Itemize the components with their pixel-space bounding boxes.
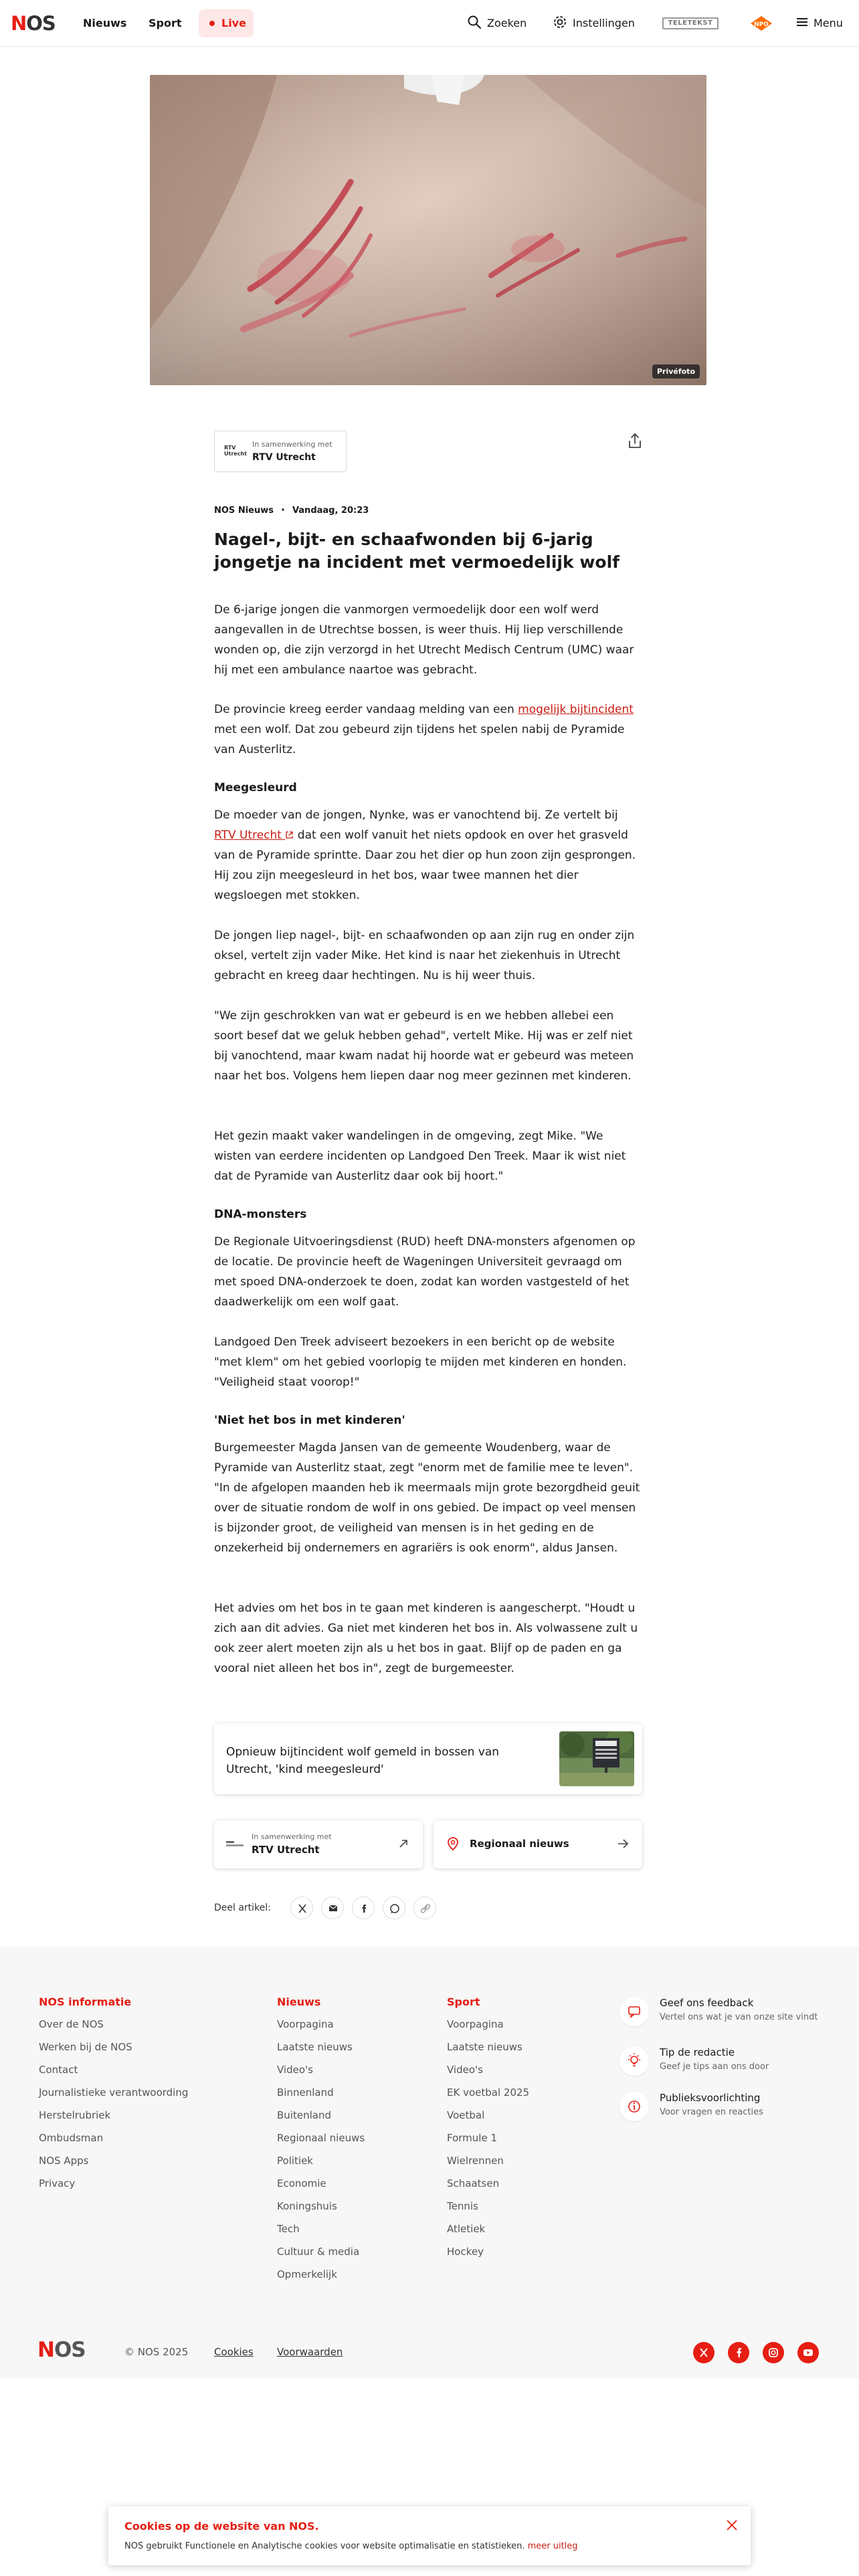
paragraph-3: De moeder van de jongen, Nynke, was er vanochtend bij. Ze vertelt bij RTV Utrecht dat een wolf vanuit het niets opdook en over het grasveld van de Pyramide sprintte. Daar zou het dier op hun zoon zijn gesprongen. Hij zou zijn meegesleurd in het bos, waar twee mannen het dier wegsloegen met stokken. <box>214 809 636 902</box>
paragraph-1: De 6-jarige jongen die vanmorgen vermoedelijk door een wolf werd aangevallen in de Utrechtse bossen, is weer thuis. Hij liep verschillende wonden op, die zijn verzorgd in het Utrecht Medisch Centrum (UMC) waar hij met een ambulance naartoe was gebracht. <box>214 603 634 677</box>
related-article-card[interactable] <box>214 1723 642 1794</box>
footer-link[interactable]: Voetbal <box>447 2109 485 2121</box>
footer-link[interactable]: Formule 1 <box>447 2132 497 2144</box>
arrow-up-right-icon <box>397 1838 409 1850</box>
footer-link[interactable]: Opmerkelijk <box>277 2268 337 2280</box>
rtv-utrecht-logo: RTV Utrecht <box>224 445 247 457</box>
hamburger-icon[interactable] <box>795 15 809 29</box>
cookies-link[interactable]: Cookies <box>214 2346 254 2358</box>
wound-photo <box>150 75 706 385</box>
footer-nos-info-title: NOS informatie <box>39 1996 132 2008</box>
share-facebook-button[interactable] <box>352 1897 375 1919</box>
footer-link[interactable]: Privacy <box>39 2177 76 2189</box>
paragraph-5: "We zijn geschrokken van wat er gebeurd is en we hebben allebei een soort besef dat we geluk hebben gehad", vertelt Mike. Hij was er zelf niet bij vanochtend, maar kwam nadat hij hoorde wat er gebeurd was meteen naar het bos. Volgens hem liepen daar nog meer gezinnen met kinderen. <box>214 1009 634 1083</box>
footer-link[interactable]: Tennis <box>447 2200 478 2212</box>
cookie-banner <box>108 2506 751 2565</box>
article-meta <box>214 506 369 516</box>
live-button[interactable] <box>199 9 254 37</box>
footer-link[interactable]: Voorpagina <box>277 2018 334 2030</box>
feedback-title[interactable]: Geef ons feedback <box>660 1997 754 2009</box>
footer-link[interactable]: Contact <box>39 2064 78 2076</box>
footer-link[interactable]: Voorpagina <box>447 2018 504 2030</box>
paragraph-2: De provincie kreeg eerder vandaag melding van een mogelijk bijtincident met een wolf. Dat zou gebeurd zijn tijdens het spelen nabij de Pyramide van Austerlitz. <box>214 703 634 756</box>
share-link-button[interactable] <box>413 1897 436 1919</box>
regional-news-label: Regionaal nieuws <box>470 1838 569 1850</box>
svg-text:NPO: NPO <box>754 21 769 28</box>
info-icon[interactable] <box>619 2092 649 2121</box>
nos-logo[interactable]: NOS <box>11 12 56 35</box>
partner-name: RTV Utrecht <box>252 452 316 463</box>
partner-card[interactable] <box>214 1820 423 1868</box>
subheading-meegesleurd: Meegesleurd <box>214 781 297 794</box>
paragraph-6: Het gezin maakt vaker wandelingen in de omgeving, zegt Mike. "We wisten van eerdere incidenten op Landgoed Den Treek. Maar ik wist niet dat de Pyramide van Austerlitz daar ook bij hoort." <box>214 1130 626 1183</box>
footer-link[interactable]: Hockey <box>447 2246 484 2258</box>
footer-link[interactable]: EK voetbal 2025 <box>447 2086 530 2099</box>
footer-link[interactable]: Tech <box>277 2223 300 2235</box>
footer-link[interactable]: Video's <box>277 2064 313 2076</box>
menu-button[interactable]: Menu <box>814 17 843 29</box>
footer-sport-title: Sport <box>447 1996 480 2008</box>
footer-bottom-bar <box>0 2321 859 2379</box>
share-x-button[interactable] <box>290 1897 313 1919</box>
footer-link[interactable]: NOS Apps <box>39 2155 89 2167</box>
tip-title[interactable]: Tip de redactie <box>660 2046 735 2058</box>
footer-link[interactable]: Koningshuis <box>277 2200 337 2212</box>
footer-nieuws-title: Nieuws <box>277 1996 321 2008</box>
related-article-title: Opnieuw bijtincident wolf gemeld in bossen van Utrecht, 'kind meegesleurd' <box>226 1745 500 1776</box>
paragraph-9: Burgemeester Magda Jansen van de gemeente Woudenberg, waar de Pyramide van Austerlitz staat, zegt "enorm met de familie mee te leven". "In de afgelopen maanden heb ik meermaals mijn grote bezorgdheid geuit over de situatie rondom de wolf in ons gebied. De impact op veel mensen is bijzonder groot, de veiligheid van mensen is in het geding en de onzekerheid bij ondernemers en agrariërs is ook enorm", aldus Jansen. <box>214 1441 640 1555</box>
cookie-more-link[interactable]: meer uitleg <box>527 2541 578 2551</box>
footer-link[interactable]: Laatste nieuws <box>447 2041 522 2053</box>
link-icon <box>414 1897 437 1920</box>
article-date: Vandaag, 20:23 <box>292 506 369 516</box>
related-article-image <box>559 1731 634 1786</box>
footer-link[interactable]: Laatste nieuws <box>277 2041 353 2053</box>
meta-separator: • <box>280 506 286 516</box>
arrow-right-icon <box>617 1838 629 1850</box>
site-header <box>0 0 859 47</box>
footer-link[interactable]: Atletiek <box>447 2223 486 2235</box>
close-icon[interactable] <box>723 2516 741 2535</box>
nav-sport[interactable]: Sport <box>149 17 182 29</box>
tip-subtitle: Geef je tips aan ons door <box>660 2062 769 2072</box>
feedback-icon[interactable] <box>619 1997 649 2026</box>
footer-link[interactable]: Binnenland <box>277 2086 334 2099</box>
footer-link[interactable]: Herstelrubriek <box>39 2109 111 2121</box>
regional-news-card[interactable] <box>434 1820 642 1868</box>
instagram-social-icon[interactable] <box>763 2342 784 2363</box>
location-pin-icon <box>447 1836 459 1851</box>
footer-link[interactable]: Buitenland <box>277 2109 331 2121</box>
settings-button[interactable]: Instellingen <box>573 17 635 29</box>
share-label: Deel artikel: <box>214 1903 271 1913</box>
cookie-title: Cookies op de website van NOS. <box>124 2520 319 2533</box>
footer-link[interactable]: Werken bij de NOS <box>39 2041 132 2053</box>
live-label: Live <box>221 17 246 29</box>
search-icon[interactable] <box>467 15 482 29</box>
gear-icon[interactable] <box>553 15 567 29</box>
article-title: Nagel-, bijt- en schaafwonden bij 6-jarig jongetje na incident met vermoedelijk wolf <box>214 530 620 572</box>
nav-nieuws[interactable]: Nieuws <box>83 17 127 29</box>
link-rtv-utrecht[interactable]: RTV Utrecht <box>214 829 294 842</box>
partner-card-label: In samenwerking met <box>252 1832 332 1841</box>
cookie-text: NOS gebruikt Functionele en Analytische cookies voor website optimalisatie en statistieken. meer uitleg <box>124 2541 578 2551</box>
x-social-icon[interactable] <box>693 2342 714 2363</box>
footer-link[interactable]: Wielrennen <box>447 2155 504 2167</box>
share-email-button[interactable] <box>321 1897 344 1919</box>
share-whatsapp-button[interactable] <box>383 1897 405 1919</box>
feedback-subtitle: Vertel ons wat je van onze site vindt <box>660 2012 818 2022</box>
site-footer <box>0 1946 859 2378</box>
footer-link[interactable]: Economie <box>277 2177 326 2189</box>
live-dot-icon <box>209 21 215 26</box>
photo-credit-badge: Privéfoto <box>652 364 700 379</box>
share-icon[interactable] <box>625 431 645 451</box>
partner-card-name: RTV Utrecht <box>252 1844 320 1856</box>
youtube-social-icon[interactable] <box>797 2342 819 2363</box>
mail-icon <box>322 1897 345 1920</box>
paragraph-7: De Regionale Uitvoeringsdienst (RUD) heeft DNA-monsters afgenomen op de locatie. De provincie heeft de Wageningen Universiteit gevraagd om met spoed DNA-onderzoek te doen, zodat kan worden vastgesteld of het daadwerkelijk om een wolf gaat. <box>214 1235 636 1309</box>
footer-link[interactable]: Cultuur & media <box>277 2246 360 2258</box>
footer-link[interactable]: Regionaal nieuws <box>277 2132 365 2144</box>
subheading-niet-het-bos-in: 'Niet het bos in met kinderen' <box>214 1414 405 1427</box>
x-icon <box>291 1897 314 1920</box>
footer-link[interactable]: Video's <box>447 2064 483 2076</box>
partner-badge[interactable] <box>214 431 347 472</box>
subheading-dna-monsters: DNA-monsters <box>214 1208 307 1221</box>
footer-link[interactable]: Schaatsen <box>447 2177 500 2189</box>
footer-link[interactable]: Over de NOS <box>39 2018 104 2030</box>
publieksvoorlichting-title[interactable]: Publieksvoorlichting <box>660 2092 761 2104</box>
article-hero-image <box>150 75 706 385</box>
whatsapp-icon <box>383 1897 406 1920</box>
teletekst-logo[interactable]: TELETEKST <box>662 17 719 29</box>
facebook-social-icon[interactable] <box>728 2342 749 2363</box>
partner-label: In samenwerking met <box>252 440 332 449</box>
search-button[interactable]: Zoeken <box>487 17 527 29</box>
footer-link[interactable]: Journalistieke verantwoording <box>39 2086 189 2099</box>
footer-link[interactable]: Politiek <box>277 2155 313 2167</box>
copyright: © NOS 2025 <box>124 2346 189 2358</box>
rtv-utrecht-logo-icon <box>226 1839 245 1850</box>
paragraph-4: De jongen liep nagel-, bijt- en schaafwonden op aan zijn rug en onder zijn oksel, vertelt zijn vader Mike. Het kind is naar het ziekenhuis in Utrecht gebracht en kreeg daar hechtingen. Nu is hij weer thuis. <box>214 929 635 982</box>
external-link-icon <box>285 831 294 839</box>
footer-link[interactable]: Ombudsman <box>39 2132 104 2144</box>
paragraph-10: Het advies om het bos in te gaan met kinderen is aangescherpt. "Houdt u zich aan dit advies. Ga niet met kinderen het bos in. Als volwassene zult u ook zeer alert moeten zijn als u het bos in gaat. Blijf op de paden en ga vooral niet alleen het bos in", zegt de burgemeester. <box>214 1602 638 1675</box>
facebook-icon <box>353 1897 375 1920</box>
link-bijtincident[interactable]: mogelijk bijtincident <box>518 703 634 716</box>
voorwaarden-link[interactable]: Voorwaarden <box>277 2346 343 2358</box>
footer-nos-logo[interactable]: NOS <box>37 2338 86 2362</box>
npo-logo[interactable] <box>748 15 775 32</box>
paragraph-8: Landgoed Den Treek adviseert bezoekers in een bericht op de website "met klem" om het gebied voorlopig te mijden met kinderen en honden. "Veiligheid staat voorop!" <box>214 1335 627 1389</box>
publieksvoorlichting-subtitle: Voor vragen en reacties <box>660 2107 763 2117</box>
lightbulb-icon[interactable] <box>619 2046 649 2076</box>
article-source: NOS Nieuws <box>214 506 274 516</box>
